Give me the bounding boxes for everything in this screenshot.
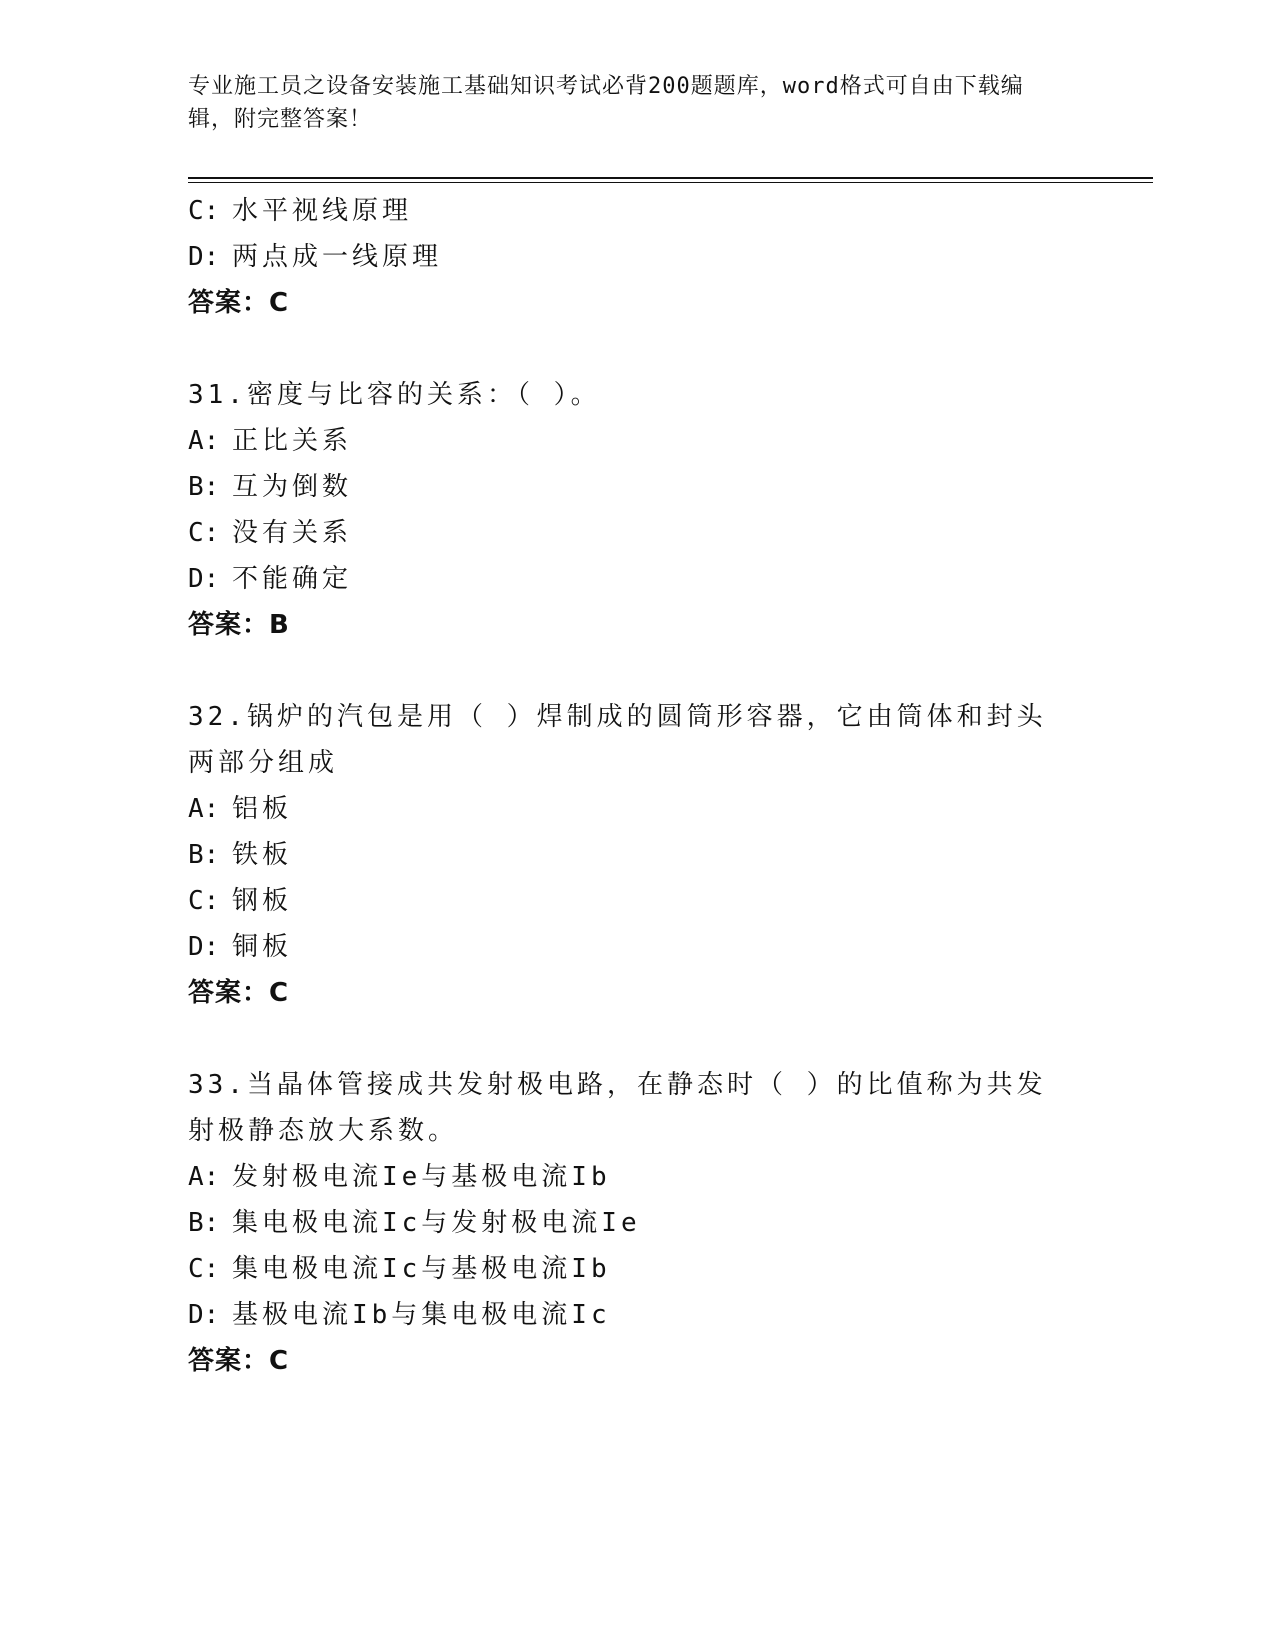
option-a: [188, 786, 1088, 832]
option-d: [188, 1292, 1088, 1338]
option-text: 铝板: [232, 794, 293, 824]
question-32: [188, 694, 1088, 1016]
question-stem: 32.锅炉的汽包是用（ ）焊制成的圆筒形容器，它由筒体和封头两部分组成: [188, 702, 1047, 778]
question-stem: 33.当晶体管接成共发射极电路，在静态时（ ）的比值称为共发射极静态放大系数。: [188, 1070, 1047, 1146]
option-text: 水平视线原理: [232, 196, 413, 226]
option-label: A:: [188, 426, 220, 456]
answer-line: 答案：C: [188, 1346, 290, 1376]
option-d: [188, 924, 1088, 970]
option-b: [188, 464, 1088, 510]
option-label: B:: [188, 472, 220, 502]
option-text: 正比关系: [232, 426, 353, 456]
option-label: B:: [188, 840, 220, 870]
question-list: [188, 188, 1088, 1384]
option-label: C:: [188, 518, 220, 548]
spacer: [188, 326, 1088, 372]
option-a: [188, 1154, 1088, 1200]
option-label: D:: [188, 932, 220, 962]
header-divider: [188, 177, 1153, 183]
option-text: 发射极电流Ie与基极电流Ib: [232, 1162, 611, 1192]
option-c: [188, 188, 1088, 234]
option-text: 两点成一线原理: [232, 242, 443, 272]
answer-line: 答案：B: [188, 610, 290, 640]
option-label: C:: [188, 1254, 220, 1284]
option-text: 基极电流Ib与集电极电流Ic: [232, 1300, 611, 1330]
option-c: [188, 510, 1088, 556]
question-31: [188, 372, 1088, 648]
question-33: [188, 1062, 1088, 1384]
option-text: 集电极电流Ic与发射极电流Ie: [232, 1208, 641, 1238]
option-label: D:: [188, 1300, 220, 1330]
document-header: 专业施工员之设备安装施工基础知识考试必背200题题库，word格式可自由下载编辑，附完整答案！: [188, 74, 1024, 132]
option-label: A:: [188, 794, 220, 824]
spacer: [188, 648, 1088, 694]
option-c: [188, 1246, 1088, 1292]
option-label: C:: [188, 886, 220, 916]
option-label: C:: [188, 196, 220, 226]
option-d: [188, 556, 1088, 602]
answer-line: 答案：C: [188, 978, 290, 1008]
partial-question: [188, 188, 1088, 326]
option-label: D:: [188, 242, 220, 272]
option-text: 互为倒数: [232, 472, 353, 502]
option-b: [188, 1200, 1088, 1246]
option-b: [188, 832, 1088, 878]
option-text: 没有关系: [232, 518, 353, 548]
option-label: A:: [188, 1162, 220, 1192]
option-text: 钢板: [232, 886, 293, 916]
option-text: 不能确定: [232, 564, 353, 594]
option-a: [188, 418, 1088, 464]
option-label: D:: [188, 564, 220, 594]
spacer: [188, 1016, 1088, 1062]
option-d: [188, 234, 1088, 280]
option-label: B:: [188, 1208, 220, 1238]
question-stem: 31.密度与比容的关系：（ ）。: [188, 380, 601, 410]
option-text: 集电极电流Ic与基极电流Ib: [232, 1254, 611, 1284]
option-text: 铁板: [232, 840, 293, 870]
option-text: 铜板: [232, 932, 293, 962]
answer-line: 答案：C: [188, 288, 290, 318]
option-c: [188, 878, 1088, 924]
